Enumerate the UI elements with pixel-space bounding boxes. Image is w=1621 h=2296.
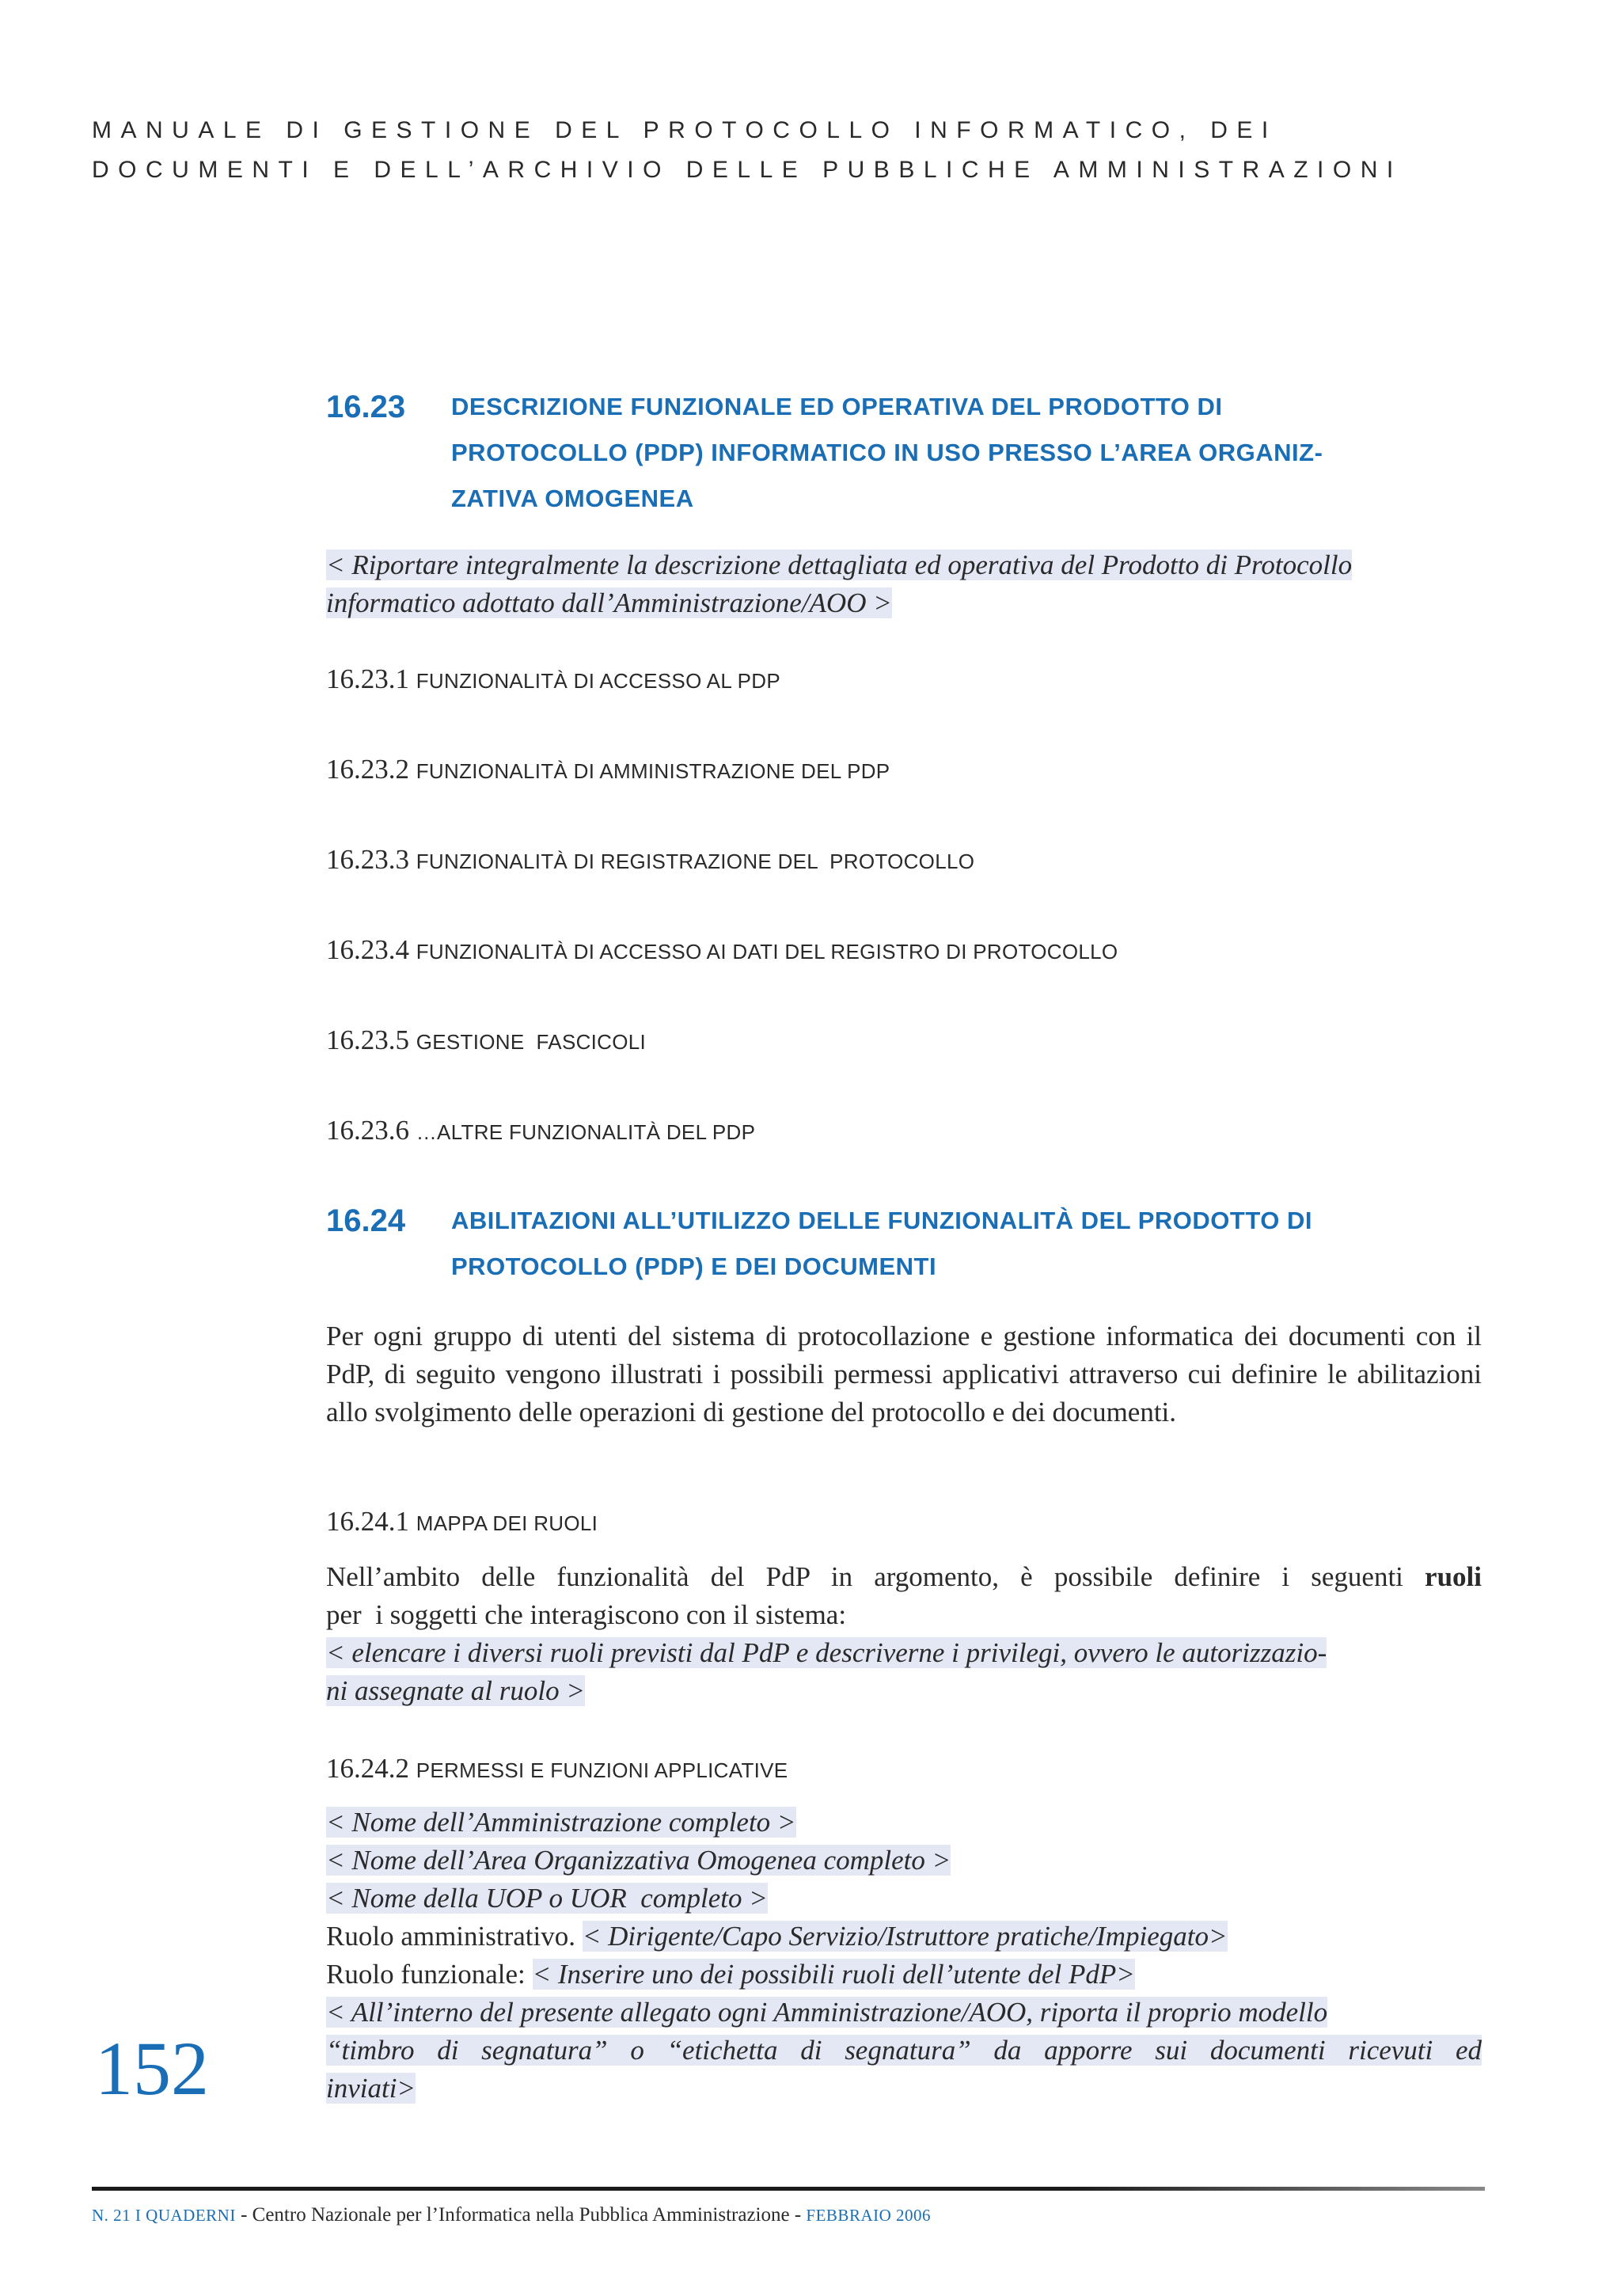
header-line-1: MANUALE DI GESTIONE DEL PROTOCOLLO INFORMATICO, DEI (92, 117, 1277, 143)
section-number: 16.23 (326, 390, 406, 424)
section-16-24-heading (326, 1198, 1482, 1290)
ruolo-amministrativo-label: Ruolo amministrativo. (326, 1921, 575, 1952)
subsection-16-24-2 (326, 1751, 1482, 1788)
subsection-number: 16.24.1 (326, 1506, 409, 1537)
subsection-number: 16.23.1 (326, 663, 409, 694)
ruolo-funzionale-value: < Inserire uno dei possibili ruoli dell’utente del PdP> (532, 1959, 1135, 1990)
section-16-23-placeholder (326, 546, 1482, 622)
subsection-16-23-2 (326, 752, 1482, 789)
body-text: Nell’ambito delle funzionalità del PdP in argomento, è possibile definire i seguenti (326, 1561, 1425, 1592)
placeholder-line-1: < Riportare integralmente la descrizione dettagliata ed operativa del Prodotto di Protocollo (326, 549, 1353, 580)
subsection-number: 16.23.4 (326, 934, 409, 965)
placeholder-aoo: < Nome dell’Area Organizzativa Omogenea completo > (326, 1845, 951, 1876)
section-16-23-heading (326, 384, 1482, 522)
subsection-number: 16.23.5 (326, 1024, 409, 1055)
section-title-line-1: ABILITAZIONI ALL’UTILIZZO DELLE FUNZIONALITÀ DEL PRODOTTO DI (451, 1207, 1312, 1234)
subsection-16-23-3 (326, 842, 1482, 879)
subsection-number: 16.23.2 (326, 754, 409, 785)
page-number: 152 (95, 2026, 209, 2111)
section-16-24-intro: Per ogni gruppo di utenti del sistema di protocollazione e gestione informatica dei documenti con il PdP, di seguito vengono illustrati i possibili permessi applicativi attraverso cui definire le abilitazioni allo svolgimento delle operazioni di gestione del protocollo e dei documenti. (326, 1321, 1482, 1427)
subsection-16-23-5 (326, 1023, 1482, 1059)
footer-date: FEBBRAIO 2006 (806, 2206, 932, 2225)
placeholder-line-2: informatico adottato dall’Amministrazione/AOO > (326, 587, 892, 618)
subsection-number: 16.23.3 (326, 844, 409, 875)
running-header (92, 111, 1532, 190)
subsection-number: 16.24.2 (326, 1753, 409, 1784)
placeholder-line-2: ni assegnate al ruolo > (326, 1675, 585, 1706)
section-number: 16.24 (326, 1203, 406, 1238)
final-note-line-3: inviati> (326, 2073, 416, 2104)
subsection-title: FUNZIONALITÀ DI ACCESSO AI DATI DEL REGISTRO DI PROTOCOLLO (416, 940, 1118, 964)
section-title-line-3: ZATIVA OMOGENEA (451, 485, 694, 512)
body-text-line-2: per i soggetti che interagiscono con il sistema: (326, 1599, 847, 1630)
placeholder-line-1: < elencare i diversi ruoli previsti dal PdP e descriverne i privilegi, ovvero le autorizzazio- (326, 1637, 1327, 1668)
header-line-2: DOCUMENTI E DELL’ARCHIVIO DELLE PUBBLICHE AMMINISTRAZIONI (92, 157, 1403, 183)
footer (92, 2204, 931, 2226)
subsection-16-23-6 (326, 1113, 1482, 1150)
subsection-title: FUNZIONALITÀ DI REGISTRAZIONE DEL PROTOCOLLO (416, 850, 975, 873)
footer-separator: - (235, 2204, 252, 2226)
subsection-number: 16.23.6 (326, 1115, 409, 1146)
ruolo-funzionale-label: Ruolo funzionale: (326, 1959, 526, 1990)
subsection-title: FUNZIONALITÀ DI ACCESSO AL PDP (416, 669, 781, 693)
subsection-16-23-4 (326, 933, 1482, 969)
section-title-line-2: PROTOCOLLO (PDP) E DEI DOCUMENTI (451, 1253, 937, 1280)
footer-issue: N. 21 I QUADERNI (92, 2206, 236, 2225)
subsection-title: GESTIONE FASCICOLI (416, 1030, 647, 1054)
final-note-line-1: < All’interno del presente allegato ogni Amministrazione/AOO, riporta il proprio modello (326, 1997, 1328, 2028)
footer-separator: - (789, 2204, 807, 2226)
ruolo-amministrativo-value: < Dirigente/Capo Servizio/Istruttore pratiche/Impiegato> (582, 1921, 1228, 1952)
subsection-16-24-2-body (326, 1804, 1482, 2108)
subsection-title: MAPPA DEI RUOLI (416, 1511, 598, 1535)
footer-rule (92, 2187, 1485, 2191)
subsection-16-24-1 (326, 1504, 1482, 1541)
footer-organization: Centro Nazionale per l’Informatica nella Pubblica Amministrazione (252, 2204, 790, 2226)
subsection-title: PERMESSI E FUNZIONI APPLICATIVE (416, 1758, 788, 1782)
section-title-line-1: DESCRIZIONE FUNZIONALE ED OPERATIVA DEL PRODOTTO DI (451, 393, 1223, 420)
subsection-16-24-1-body (326, 1558, 1482, 1710)
placeholder-amministrazione: < Nome dell’Amministrazione completo > (326, 1807, 796, 1838)
body-bold-ruoli: ruoli (1425, 1561, 1482, 1592)
final-note-line-2: “timbro di segnatura” o “etichetta di segnatura” da apporre sui documenti ricevuti ed (326, 2035, 1482, 2066)
placeholder-uop-uor: < Nome della UOP o UOR completo > (326, 1883, 768, 1914)
subsection-title: …ALTRE FUNZIONALITÀ DEL PDP (416, 1120, 756, 1144)
subsection-16-23-1 (326, 662, 1482, 698)
section-title-line-2: PROTOCOLLO (PDP) INFORMATICO IN USO PRESSO L’AREA ORGANIZ- (451, 439, 1323, 466)
subsection-title: FUNZIONALITÀ DI AMMINISTRAZIONE DEL PDP (416, 759, 890, 783)
